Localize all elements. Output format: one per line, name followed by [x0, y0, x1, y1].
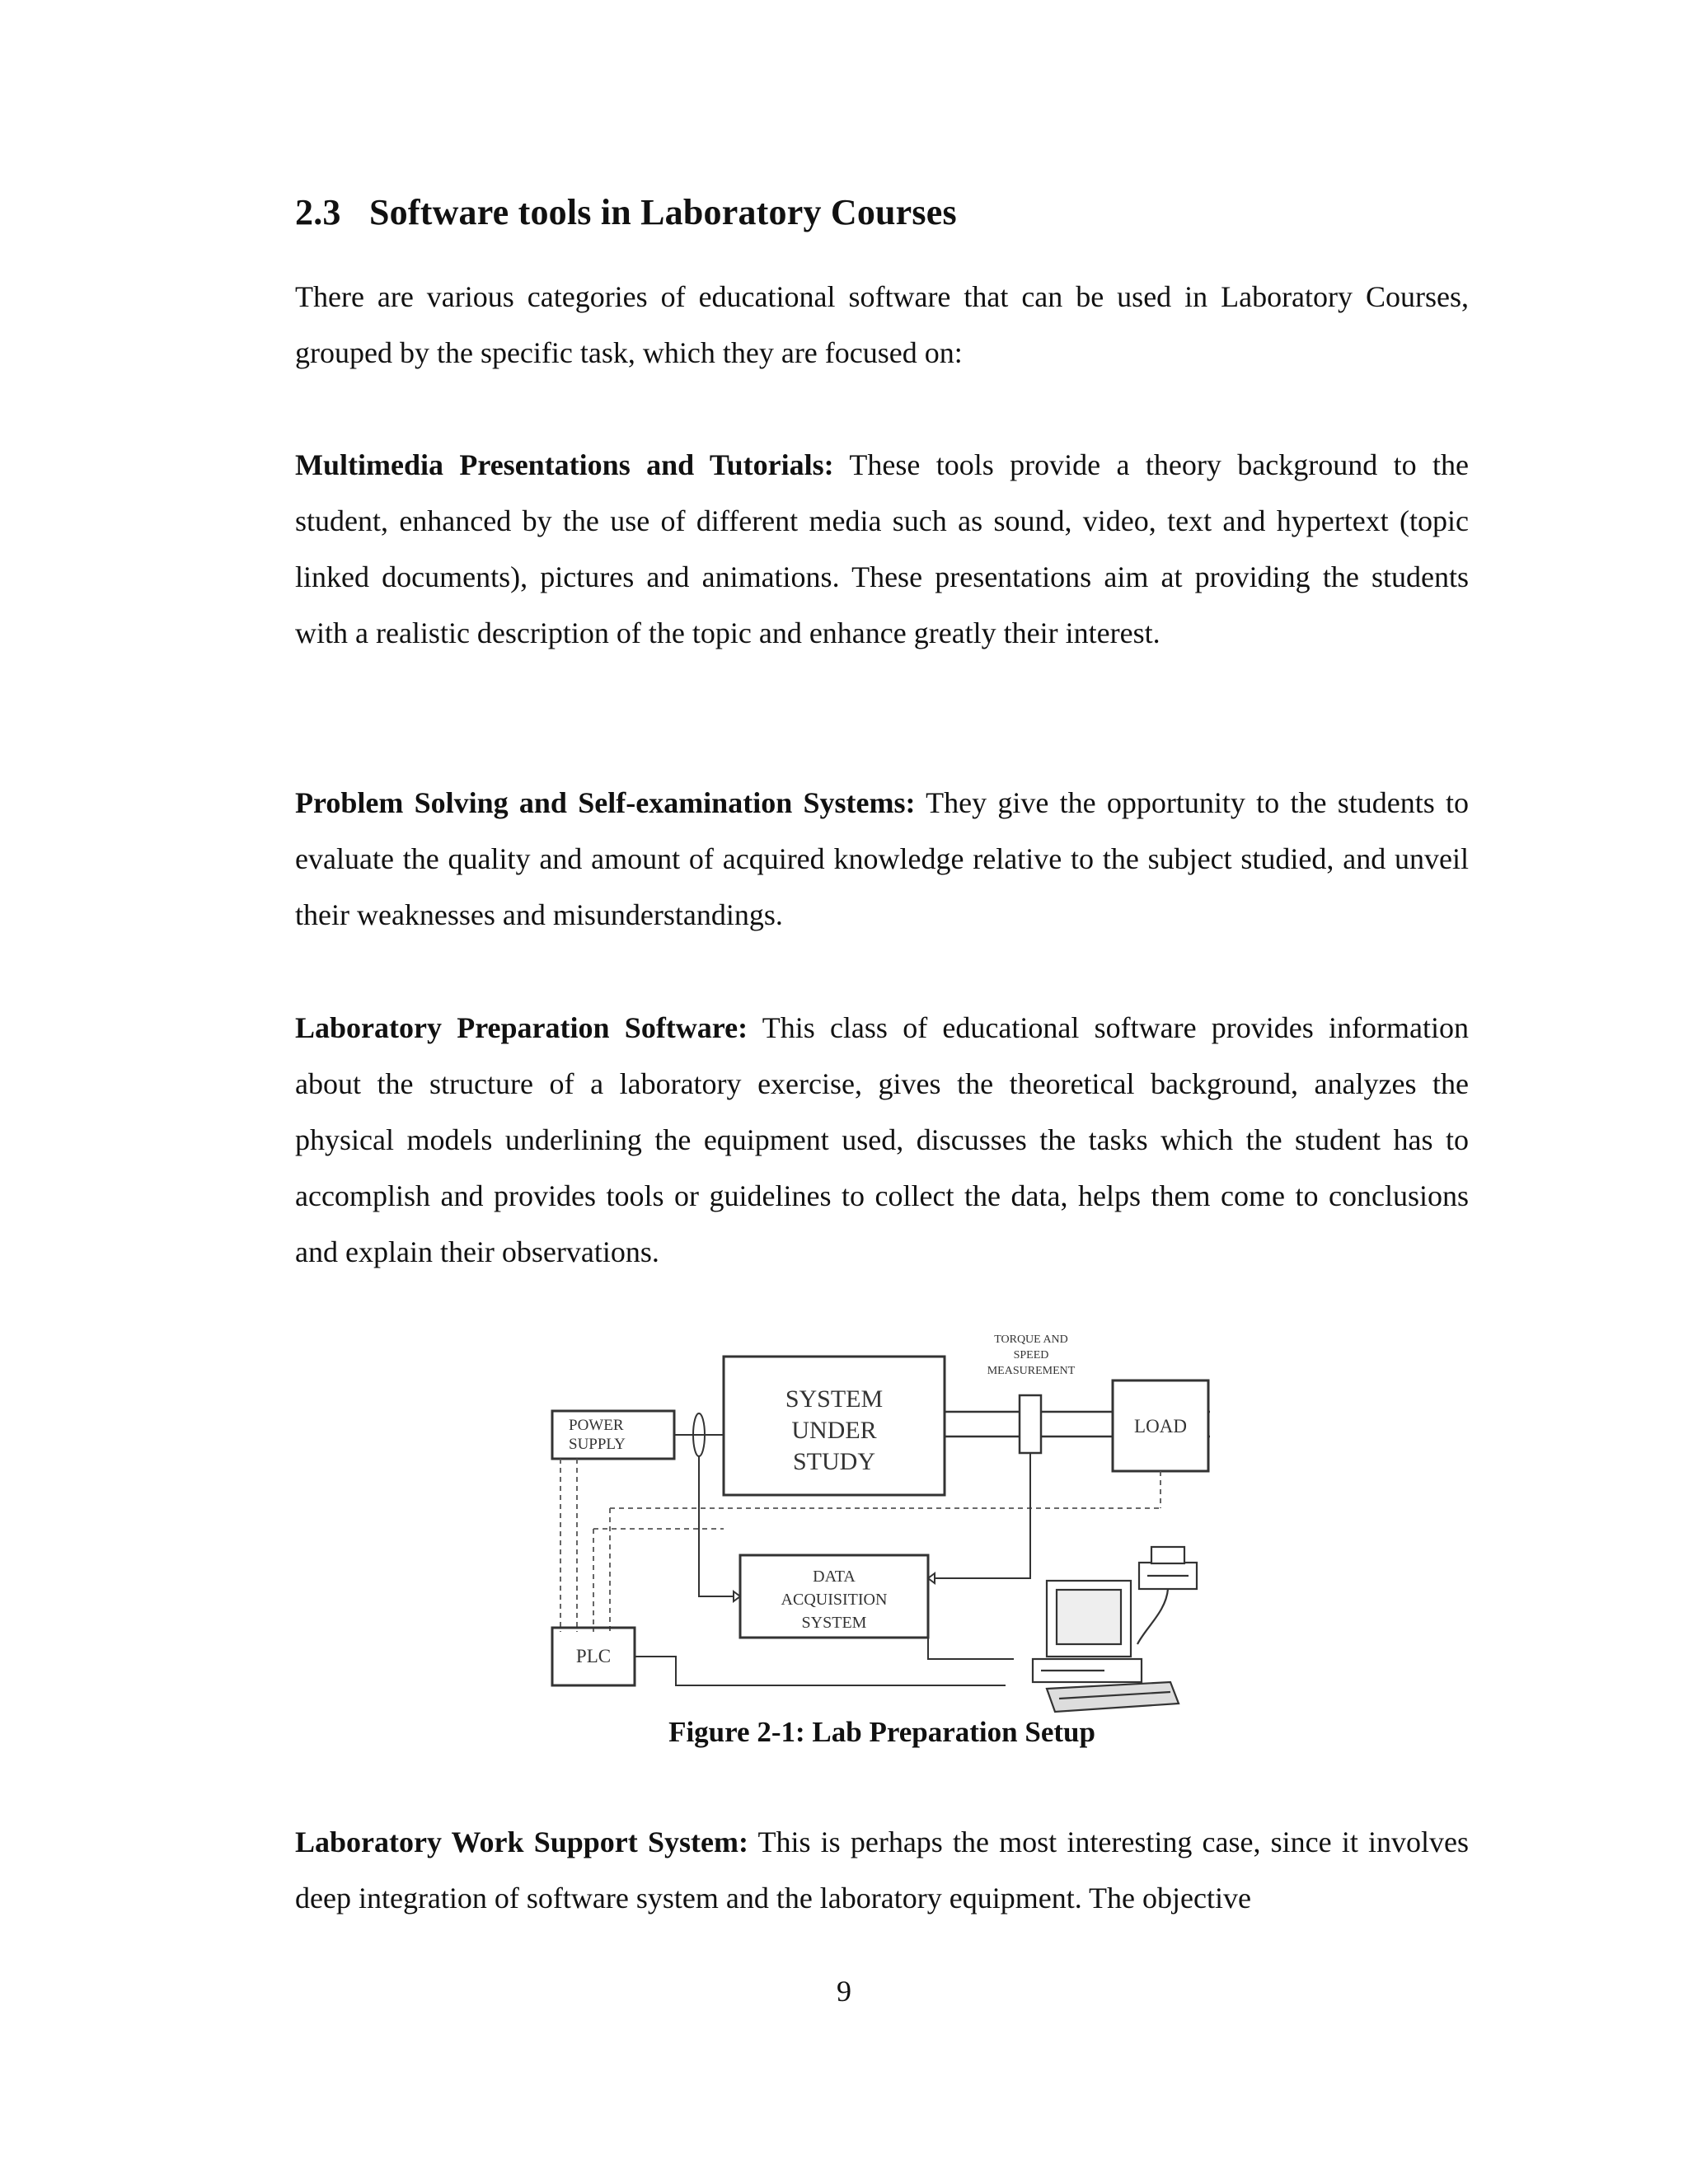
lab-work-support-text: This is perhaps the most interesting case, since it involves deep integration of software system and the laboratory equipment. The objective — [295, 1825, 1469, 1915]
lab-preparation-text: This class of educational software provides information about the structure of a laboratory exercise, gives the theoretical background, analyzes the physical models underlining the equipment used, discusses the tasks which the student has to accomplish and provides tools or guidelines to collect the data, helps them come to conclusions and explain their observations. — [295, 1011, 1470, 1268]
intro-paragraph: There are various categories of educational software that can be used in Laboratory Courses, grouped by the specific task, which they are focused on: — [295, 280, 1469, 369]
system-under-study-line1: SYSTEM — [785, 1385, 884, 1413]
multimedia-term: Multimedia Presentations and Tutorials: — [295, 448, 834, 481]
page-number: 9 — [837, 1975, 851, 2008]
section-number: 2.3 — [295, 192, 341, 232]
problem-solving-text: They give the opportunity to the students to evaluate the quality and amount of acquired knowledge relative to the subject studied, and unveil their weaknesses and misunderstandings. — [295, 786, 1469, 931]
computer-icon — [1033, 1581, 1179, 1712]
data-acquisition-line3: SYSTEM — [801, 1614, 867, 1632]
lab-work-support-paragraph — [295, 1814, 1469, 1926]
lab-work-support-term: Laboratory Work Support System: — [295, 1825, 748, 1858]
lab-preparation-term: Laboratory Preparation Software: — [295, 1011, 748, 1044]
section-heading — [295, 191, 957, 233]
torque-sensor-box — [1020, 1395, 1041, 1453]
lab-setup-diagram — [544, 1331, 1217, 1722]
problem-solving-paragraph — [295, 775, 1469, 943]
power-supply-label-line2: SUPPLY — [569, 1436, 626, 1453]
data-acquisition-line2: ACQUISITION — [781, 1591, 888, 1609]
torque-speed-label-line3: MEASUREMENT — [987, 1365, 1076, 1377]
plc-label: PLC — [575, 1646, 612, 1666]
lab-setup-figure — [544, 1331, 1217, 1722]
system-under-study-line3: STUDY — [792, 1448, 876, 1475]
torque-speed-label-line2: SPEED — [1013, 1349, 1049, 1361]
data-acquisition-line1: DATA — [813, 1568, 856, 1586]
system-under-study-line2: UNDER — [791, 1417, 877, 1444]
figure-caption: Figure 2-1: Lab Preparation Setup — [668, 1716, 1095, 1748]
load-label: LOAD — [1134, 1416, 1187, 1436]
multimedia-text: These tools provide a theory background to the student, enhanced by the use of different media such as sound, video, text and hypertext (topic linked documents), pictures and animations. These presentations aim at providing the students with a realistic description of the topic and enhance greatly their interest. — [295, 448, 1470, 649]
lab-preparation-paragraph — [295, 1000, 1469, 1280]
multimedia-paragraph — [295, 437, 1469, 661]
power-supply-label-line1: POWER — [569, 1417, 624, 1434]
torque-speed-label-line1: TORQUE AND — [994, 1333, 1068, 1346]
section-title: Software tools in Laboratory Courses — [369, 192, 957, 232]
printer-icon — [1137, 1547, 1197, 1644]
problem-solving-term: Problem Solving and Self-examination Systems: — [295, 786, 916, 819]
